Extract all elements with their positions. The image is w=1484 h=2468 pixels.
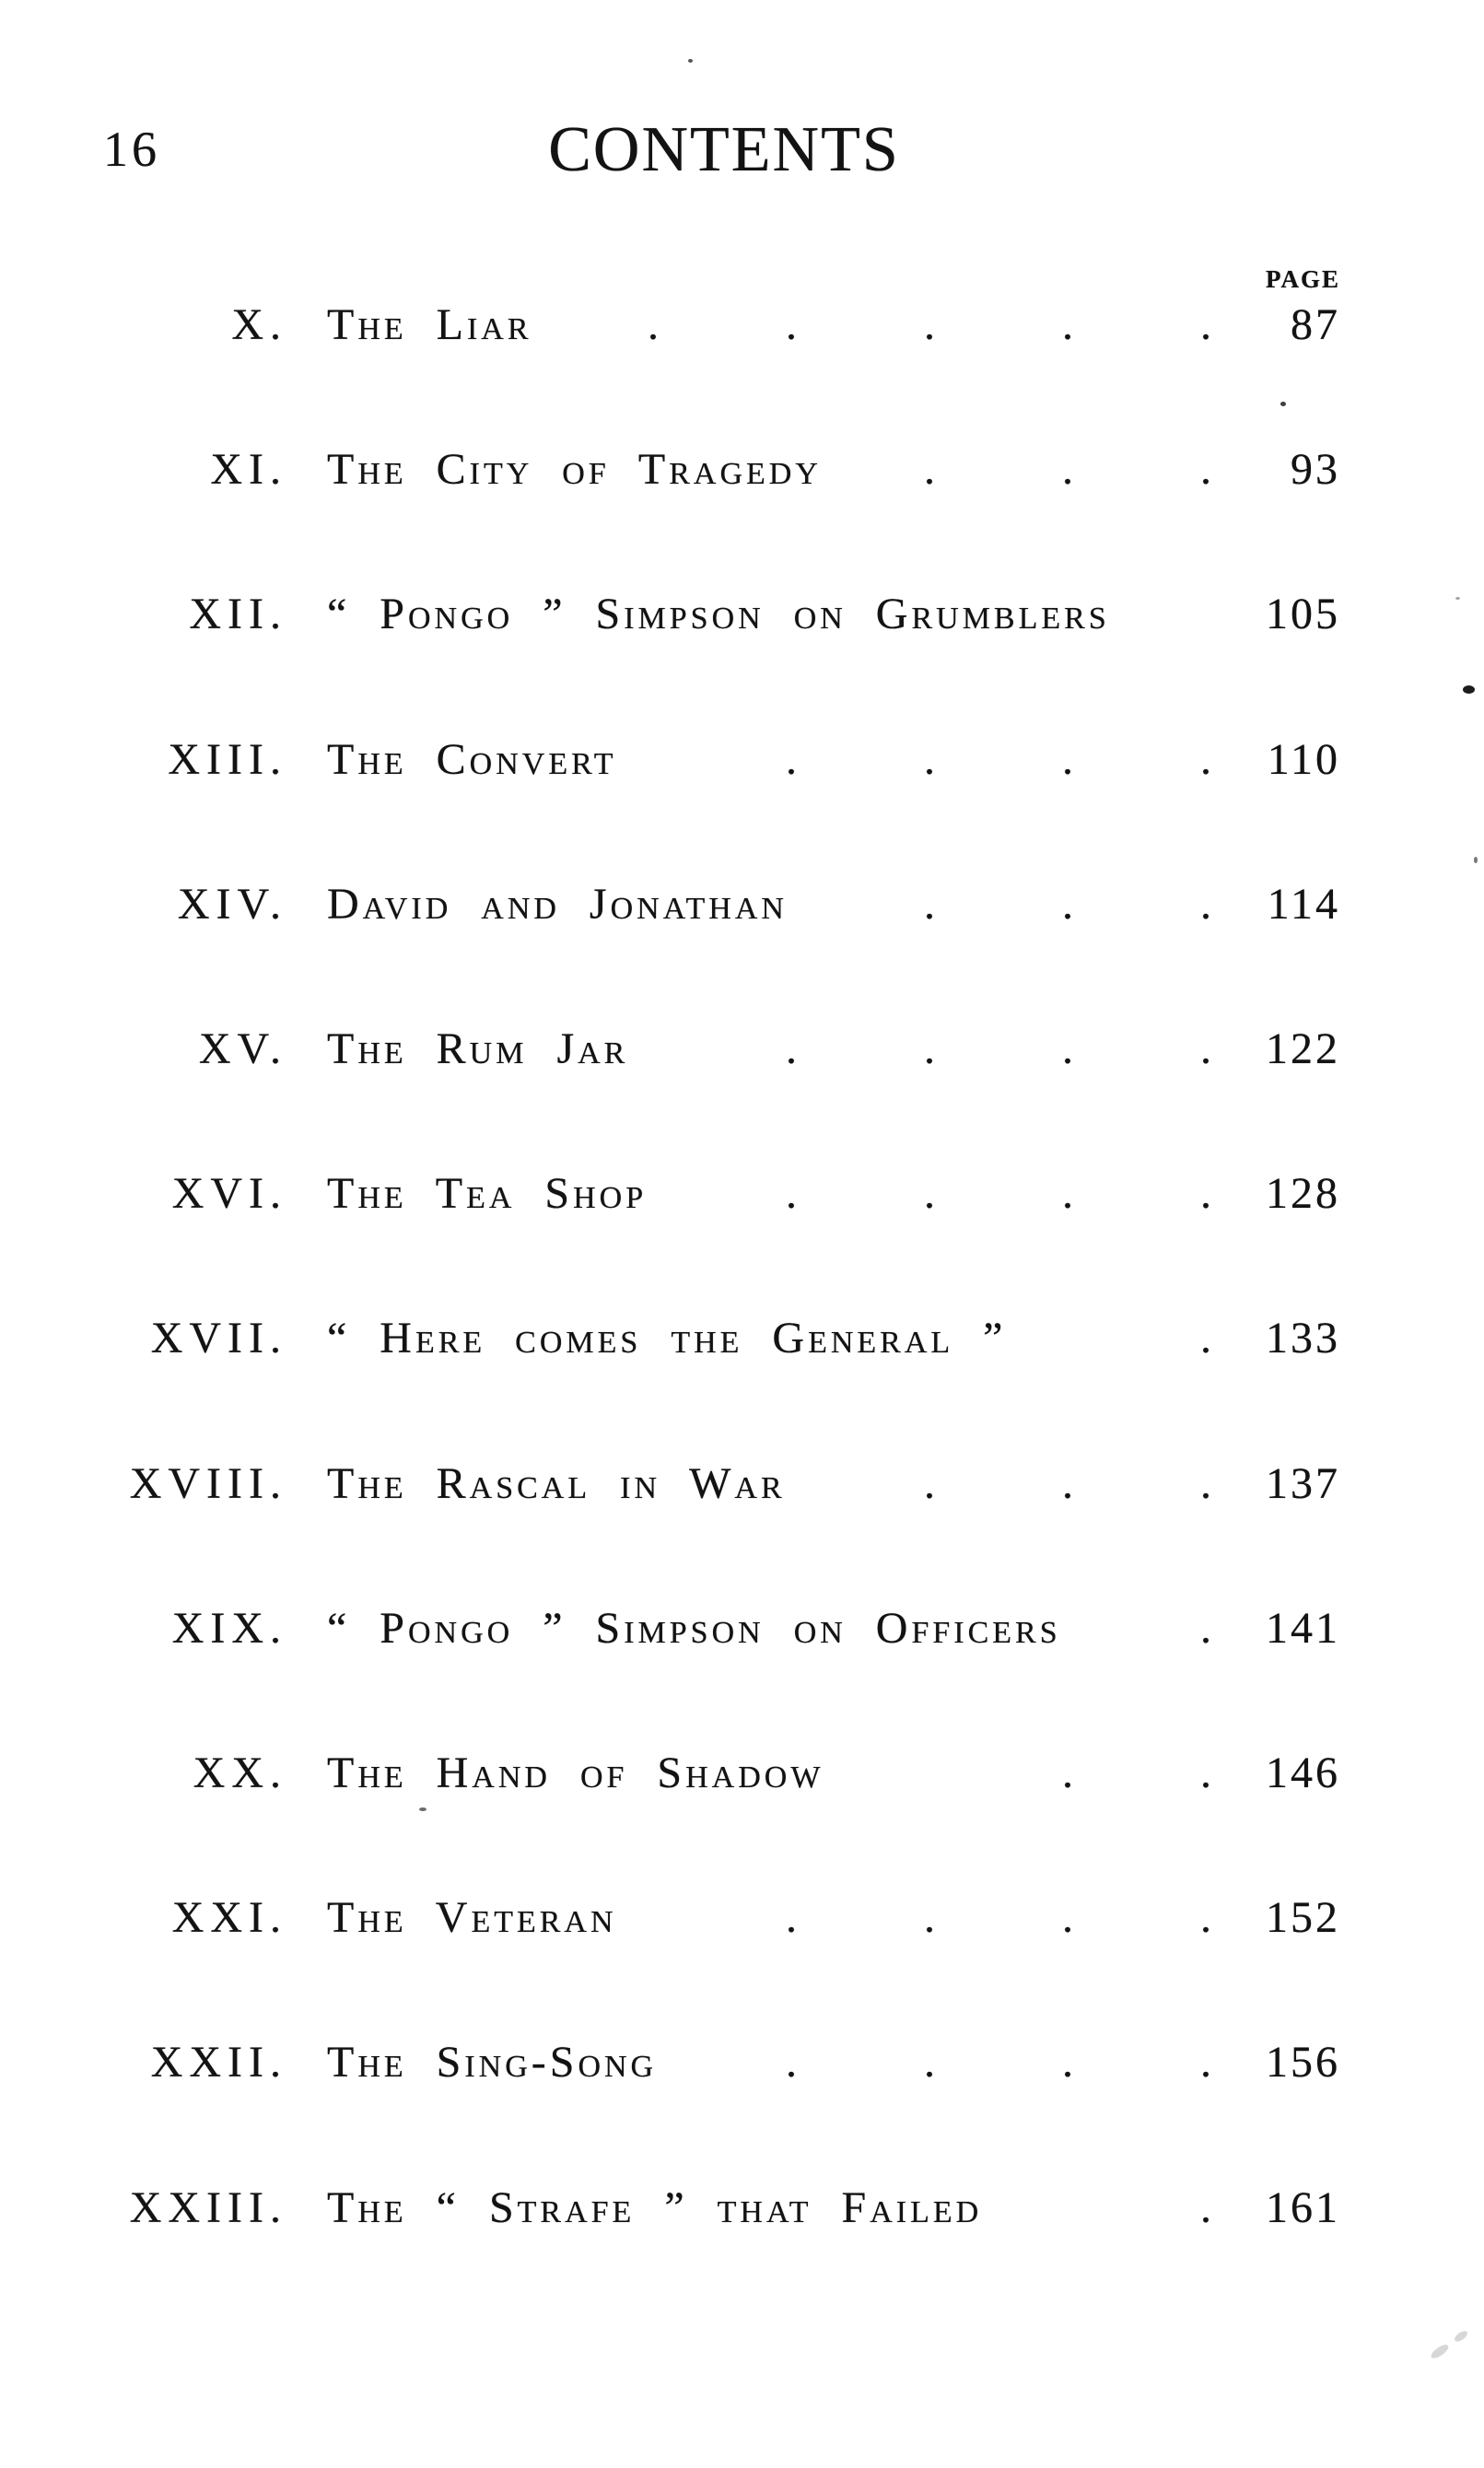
chapter-page-number: 152: [1266, 1893, 1340, 1942]
toc-row: [0, 2038, 1484, 2100]
toc-row: [0, 1316, 1484, 1375]
leader-dot: .: [786, 735, 797, 784]
chapter-numeral: XII.: [189, 590, 287, 638]
leader-dot: .: [1200, 1169, 1211, 1218]
leader-dot: .: [786, 1169, 797, 1218]
scan-speck: [1474, 857, 1478, 863]
leader-dot: .: [924, 445, 935, 494]
leader-dot: .: [1200, 445, 1211, 494]
chapter-title: The Sing-Song: [327, 2038, 658, 2087]
leader-dot: .: [1062, 1749, 1073, 1797]
chapter-page-number: 105: [1266, 590, 1340, 638]
contents-heading: CONTENTS: [548, 114, 900, 185]
chapter-numeral: XVII.: [150, 1314, 287, 1363]
scan-speck: [419, 1807, 427, 1811]
chapter-page-number: 146: [1266, 1749, 1340, 1797]
chapter-title: “ Pongo ” Simpson on Grumblers: [327, 590, 1110, 638]
leader-dot: .: [924, 1893, 935, 1942]
leader-dot: .: [1062, 300, 1073, 349]
chapter-page-number: 133: [1266, 1314, 1340, 1363]
leader-dot: .: [1200, 880, 1211, 929]
chapter-page-number: 114: [1267, 880, 1340, 929]
folio-page-number: 16: [103, 122, 160, 177]
leader-dot: .: [648, 300, 659, 349]
chapter-title: The Veteran: [327, 1893, 617, 1942]
leader-dot: .: [1062, 1459, 1073, 1508]
chapter-page-number: 128: [1266, 1169, 1340, 1218]
page-column-header: PAGE: [1266, 265, 1340, 293]
chapter-title: The “ Strafe ” that Failed: [327, 2183, 983, 2232]
leader-dot: .: [1062, 1169, 1073, 1218]
chapter-title: The Convert: [327, 735, 617, 784]
leader-dot: .: [924, 880, 935, 929]
leader-dot: .: [1200, 735, 1211, 784]
leader-dot: .: [1200, 1604, 1211, 1653]
leader-dot: .: [924, 1459, 935, 1508]
scan-speck: [688, 59, 693, 63]
scan-speck: [1463, 685, 1475, 694]
chapter-title: “ Here comes the General ”: [327, 1314, 1007, 1363]
leader-dot: .: [1200, 300, 1211, 349]
toc-row: [0, 300, 1484, 362]
chapter-title: The Rascal in War: [327, 1459, 786, 1508]
chapter-numeral: XXIII.: [129, 2183, 287, 2232]
chapter-numeral: XIII.: [168, 735, 287, 784]
leader-dot: .: [1200, 2183, 1211, 2232]
leader-dot: .: [1062, 735, 1073, 784]
chapter-page-number: 141: [1266, 1604, 1340, 1653]
leader-dot: .: [1062, 1024, 1073, 1073]
chapter-page-number: 161: [1266, 2183, 1340, 2232]
chapter-numeral: XIX.: [171, 1604, 287, 1653]
chapter-page-number: 93: [1291, 445, 1340, 494]
toc-row: [0, 1169, 1484, 1231]
leader-dot: .: [1200, 1893, 1211, 1942]
toc-row: [0, 1459, 1484, 1521]
toc-row: [0, 2183, 1484, 2245]
leader-dot: .: [786, 1024, 797, 1073]
toc-row: [0, 1751, 1484, 1810]
leader-dot: .: [1200, 1749, 1211, 1797]
leader-dot: .: [786, 1893, 797, 1942]
leader-dot: .: [924, 1169, 935, 1218]
leader-dot: .: [924, 300, 935, 349]
chapter-title: The City of Tragedy: [327, 445, 822, 494]
chapter-numeral: XVIII.: [129, 1459, 287, 1508]
leader-dot: .: [924, 1024, 935, 1073]
toc-row: [0, 445, 1484, 507]
chapter-page-number: 110: [1267, 735, 1340, 784]
chapter-title: “ Pongo ” Simpson on Officers: [327, 1604, 1061, 1653]
toc-row: [0, 1024, 1484, 1086]
chapter-numeral: XV.: [198, 1024, 287, 1073]
chapter-title: The Liar: [327, 300, 532, 349]
chapter-numeral: XXII.: [150, 2038, 287, 2087]
leader-dot: .: [1062, 445, 1073, 494]
toc-row: [0, 592, 1484, 651]
leader-dot: .: [1200, 2038, 1211, 2087]
leader-dot: .: [1062, 2038, 1073, 2087]
toc-row: [0, 880, 1484, 942]
chapter-numeral: XIV.: [177, 880, 287, 929]
leader-dot: .: [786, 300, 797, 349]
chapter-title: David and Jonathan: [327, 880, 788, 929]
toc-row: [0, 1604, 1484, 1666]
leader-dot: .: [786, 2038, 797, 2087]
leader-dot: .: [1062, 1893, 1073, 1942]
toc-row: [0, 1893, 1484, 1955]
leader-dot: .: [1200, 1024, 1211, 1073]
toc-row: [0, 735, 1484, 797]
chapter-title: The Tea Shop: [327, 1169, 648, 1218]
chapter-numeral: XI.: [210, 445, 287, 494]
scan-speck: [1280, 402, 1286, 406]
chapter-page-number: 87: [1291, 300, 1340, 349]
chapter-numeral: XVI.: [171, 1169, 287, 1218]
leader-dot: .: [1062, 880, 1073, 929]
chapter-page-number: 156: [1266, 2038, 1340, 2087]
scan-speck: [1455, 597, 1460, 600]
leader-dot: .: [1200, 1459, 1211, 1508]
leader-dot: .: [924, 2038, 935, 2087]
chapter-numeral: XX.: [193, 1749, 287, 1797]
chapter-page-number: 122: [1266, 1024, 1340, 1073]
chapter-numeral: XXI.: [171, 1893, 287, 1942]
leader-dot: .: [924, 735, 935, 784]
chapter-numeral: X.: [231, 300, 287, 349]
leader-dot: .: [1200, 1314, 1211, 1363]
chapter-title: The Rum Jar: [327, 1024, 629, 1073]
chapter-page-number: 137: [1266, 1459, 1340, 1508]
chapter-title: The Hand of Shadow: [327, 1749, 824, 1797]
